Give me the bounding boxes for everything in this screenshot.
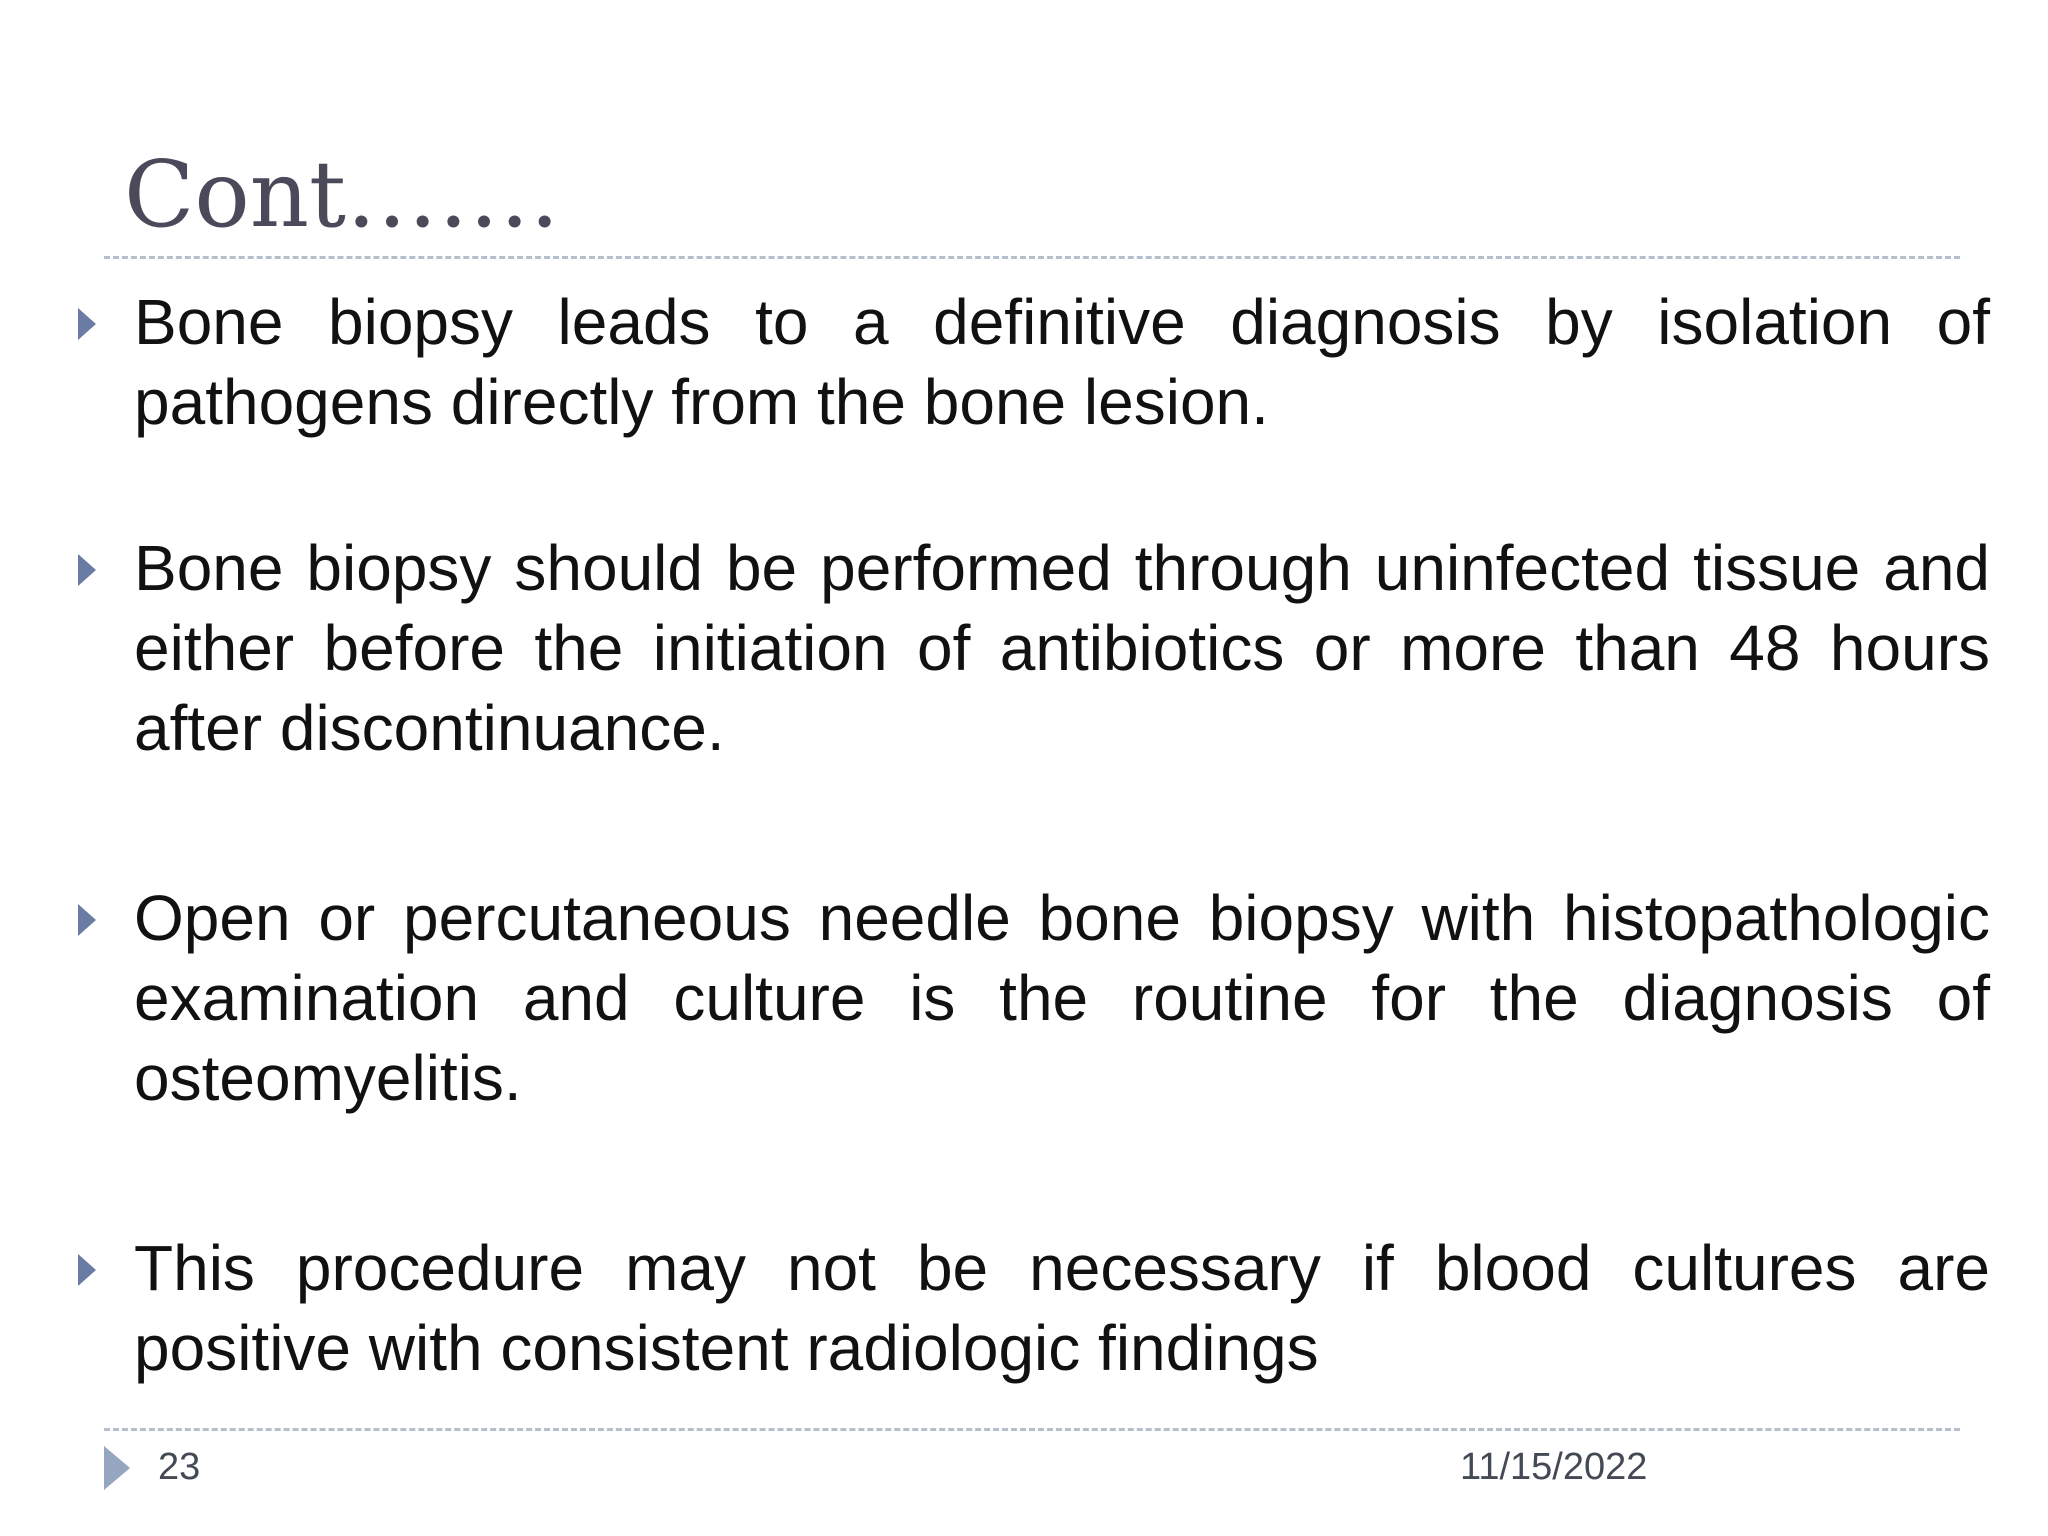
bullet-item <box>70 1228 1990 1388</box>
triangle-bullet-icon <box>78 1254 96 1286</box>
bullet-text: This procedure may not be necessary if blood cultures are positive with consistent radiologic findings <box>134 1232 1990 1384</box>
slide-number: 23 <box>158 1446 201 1488</box>
slide-date: 11/15/2022 <box>1460 1446 1648 1488</box>
triangle-arrow-icon <box>104 1446 130 1490</box>
bullet-item <box>70 528 1990 768</box>
bullet-list <box>70 282 1990 1388</box>
bullet-item <box>70 878 1990 1118</box>
bullet-item <box>70 282 1990 442</box>
triangle-bullet-icon <box>78 904 96 936</box>
title-divider <box>104 256 1960 259</box>
triangle-bullet-icon <box>78 308 96 340</box>
slide-title: Cont……. <box>124 141 560 248</box>
bullet-text: Open or percutaneous needle bone biopsy with histopathologic examination and culture is the routine for the diagnosis of osteomyelitis. <box>134 882 1990 1114</box>
bullet-text: Bone biopsy leads to a definitive diagnosis by isolation of pathogens directly from the bone lesion. <box>134 286 1990 438</box>
bullet-text: Bone biopsy should be performed through uninfected tissue and either before the initiation of antibiotics or more than 48 hours after discontinuance. <box>134 532 1990 764</box>
triangle-bullet-icon <box>78 554 96 586</box>
footer-divider <box>104 1428 1960 1431</box>
